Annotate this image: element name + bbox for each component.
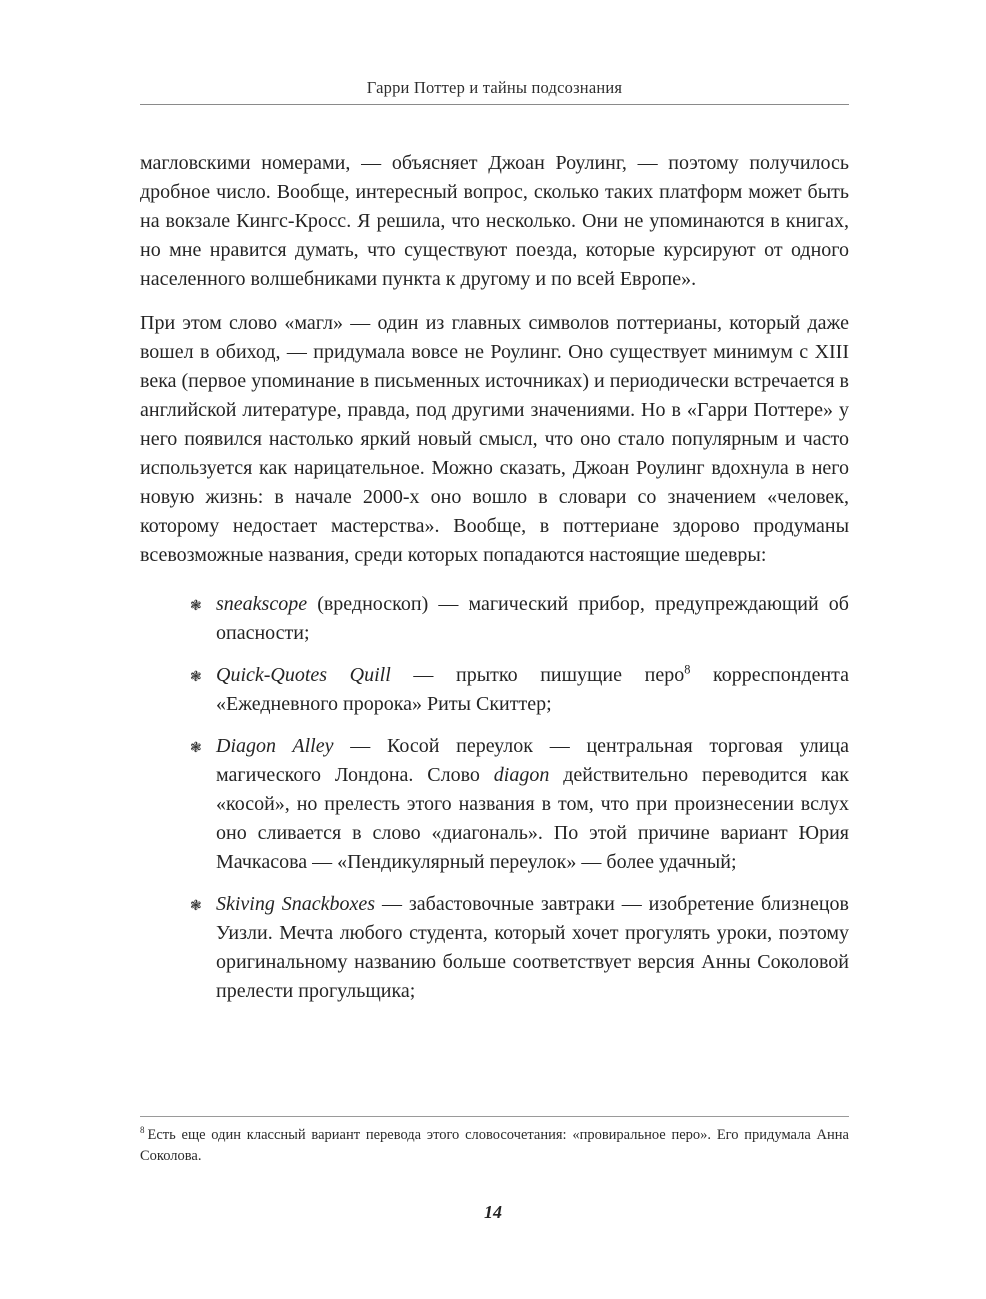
page-header (140, 78, 849, 105)
glossary-list (140, 590, 849, 1006)
footnote-text: Есть еще один классный вариант перевода этого словосочетания: «провиральное перо». Его придумала Анна Соколова. (140, 1127, 849, 1164)
footnote-block (140, 1116, 849, 1167)
page-body (140, 149, 849, 1006)
glossary-item-text: Skiving Snackboxes — забастовочные завтраки — изобретение близнецов Уизли. Мечта любого студента, который хочет прогулять уроки, поэтому оригинальному названию больше соответствует версия Анны Соколовой прелести прогульщика; (216, 893, 849, 1002)
glossary-item (190, 661, 849, 719)
footnote-rule (140, 1116, 849, 1117)
flower-bullet-icon: ❃ (190, 741, 202, 756)
running-head: Гарри Поттер и тайны подсознания (366, 78, 623, 97)
paragraph-muggle-word: При этом слово «магл» — один из главных символов поттерианы, который даже вошел в обиход, — придумала вовсе не Роулинг. Оно существует минимум с XIII века (первое упоминание в письменных источниках) и периодически встречается в английской литературе, правда, под другими значениями. Но в «Гарри Поттере» у него появился настолько яркий новый смысл, что оно стало популярным и часто используется как нарицательное. Можно сказать, Джоан Роулинг вдохнула в него новую жизнь: в начале 2000-х оно вошло в словари со значением «человек, которому недостает мастерства». Вообще, в поттериане здорово продуманы всевозможные названия, среди которых попадаются настоящие шедевры: (140, 312, 849, 566)
glossary-item-text: sneakscope (вредноскоп) — магический прибор, предупреждающий об опасности; (216, 593, 849, 644)
glossary-item-text: Diagon Alley — Косой переулок — центральная торговая улица магического Лондона. Слово diagon действительно переводится как «косой», но прелесть этого названия в том, что при произнесении вслух оно сливается в слово «диагональ». По этой причине вариант Юрия Мачкасова — «Пендикулярный переулок» — более удачный; (216, 735, 849, 873)
glossary-item (190, 732, 849, 877)
glossary-item (190, 890, 849, 1006)
flower-bullet-icon: ❃ (190, 899, 202, 914)
flower-bullet-icon: ❃ (190, 670, 202, 685)
glossary-item-text: Quick-Quotes Quill — прытко пишущие перо$^8$ корреспондента «Ежедневного пророка» Риты Скиттер; (216, 662, 850, 715)
footnote (140, 1125, 849, 1167)
glossary-item (190, 590, 849, 648)
flower-bullet-icon: ❃ (190, 599, 202, 614)
paragraph-quote-continuation: магловскими номерами, — объясняет Джоан Роулинг, — поэтому получилось дробное число. Вообще, интересный вопрос, сколько таких платформ может быть на вокзале Кингс-Кросс. Я решила, что несколько. Они не упоминаются в книгах, но мне нравится думать, что существуют поезда, которые курсируют от одного населенного волшебниками пункта к другому и по всей Европе». (140, 152, 849, 290)
header-rule (140, 104, 849, 105)
page-number: 14 (484, 1202, 502, 1222)
footnote-marker: 8 (140, 1125, 145, 1136)
